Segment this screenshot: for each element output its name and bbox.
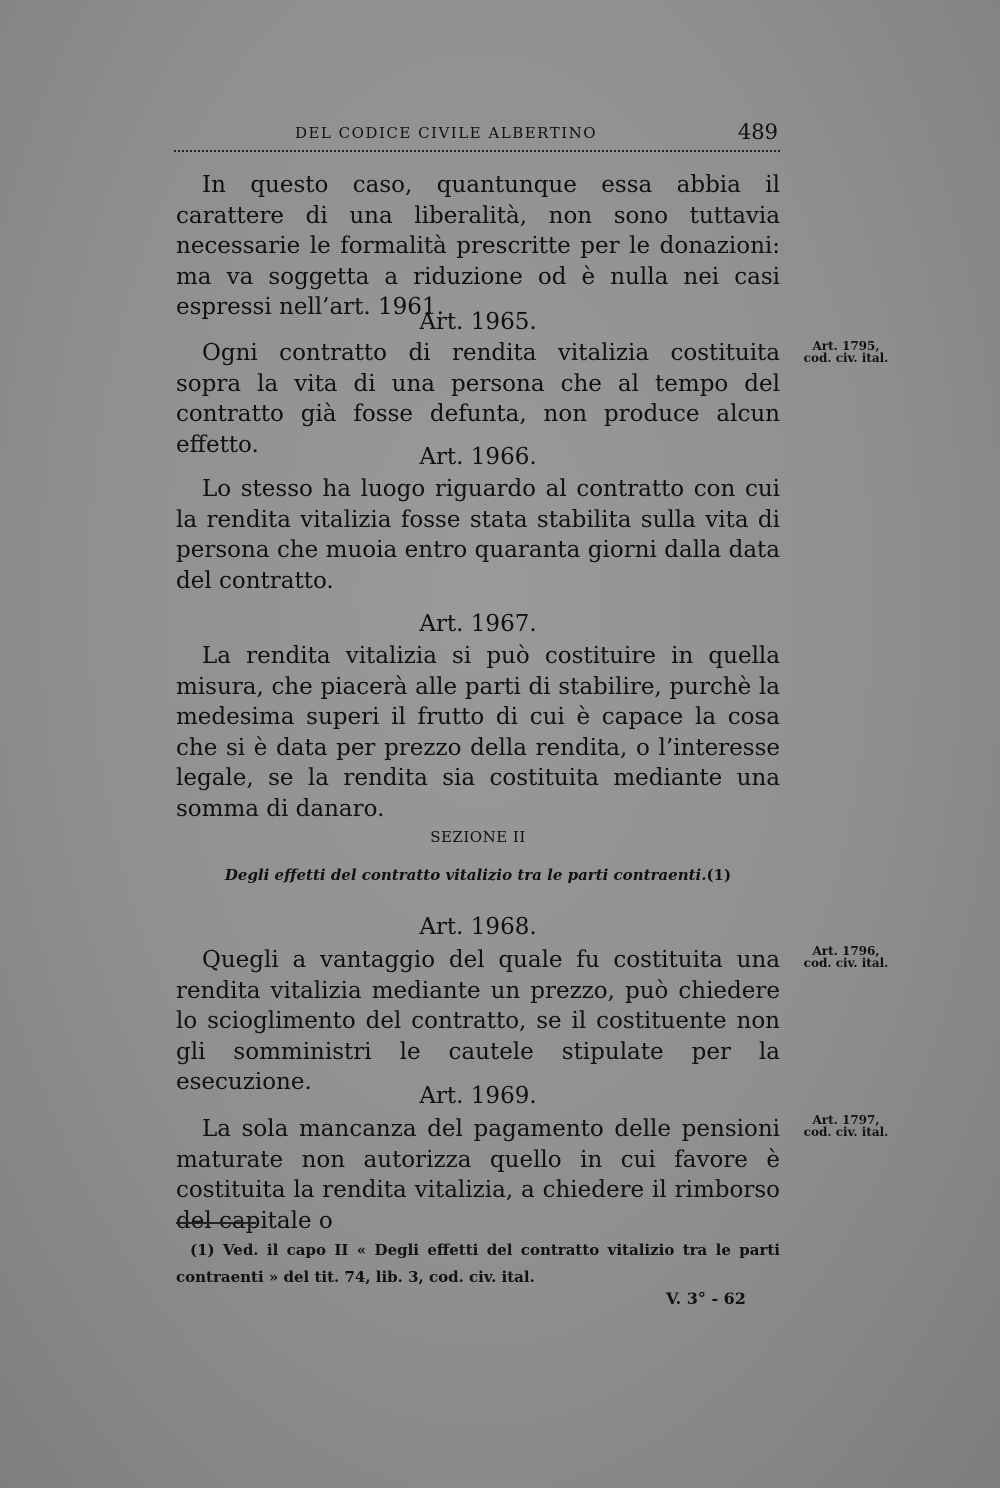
section-title: SEZIONE II [430,828,526,846]
article-text-1967: La rendita vitalizia si può costituire in quella misura, che piacerà alle parti di stabilire, purchè la medesima superi il frutto di cui è capace la cosa che si è data per prezzo della rendita, o l’interesse legale, se la rendita sia costituita mediante una somma di danaro. [176,643,780,822]
footnote-rule [176,1222,256,1224]
article-heading-1965: Art. 1965. [419,309,537,335]
margin-note-line: Art. 1795, [812,339,880,353]
article-text-1969: La sola mancanza del pagamento delle pensioni maturate non autorizza quello in cui favore è costituita la rendita vitalizia, a chiedere il rimborso del capitale o [176,1116,780,1234]
article-text-1966: Lo stesso ha luogo riguardo al contratto con cui la rendita vitalizia fosse stata stabilita sulla vita di persona che muoia entro quaranta giorni dalla data del contratto. [176,476,780,594]
article-text-1968: Quegli a vantaggio del quale fu costituita una rendita vitalizia mediante un prezzo, può chiedere lo scioglimento del contratto, se il costituente non gli somministri le cautele stipulate per la esecuzione. [176,947,780,1095]
page-number: 489 [737,120,778,144]
margin-note-line: cod. civ. ital. [803,1125,889,1139]
paragraph-continuation: In questo caso, quantunque essa abbia il carattere di una liberalità, non sono tuttavia necessarie le formalità prescritte per le donazioni: ma va soggetta a riduzione od è nulla nei casi espressi nell’art. 1961. [176,172,780,320]
margin-note-line: cod. civ. ital. [803,956,889,970]
section-subtitle [176,866,780,884]
margin-note-line: Art. 1797, [812,1113,880,1127]
footnote: (1) Ved. il capo II « Degli effetti del contratto vitalizio tra le parti contraenti » del tit. 74, lib. 3, cod. civ. ital. [176,1241,780,1286]
footnote-reference: (1) [706,866,732,884]
article-heading-1967: Art. 1967. [419,611,537,637]
margin-note-line: cod. civ. ital. [803,351,889,365]
running-title: DEL CODICE CIVILE ALBERTINO [294,124,598,142]
article-heading-1968: Art. 1968. [419,914,537,940]
margin-note-1969 [796,1114,896,1138]
margin-note-line: Art. 1796, [812,944,880,958]
printer-signature: V. 3° - 62 [666,1289,746,1308]
running-head [176,122,780,148]
article-heading-1969: Art. 1969. [419,1083,537,1109]
header-rule [174,150,780,152]
margin-note-1965 [796,340,896,364]
section-subtitle-text: Degli effetti del contratto vitalizio tra le parti contraenti. [224,866,707,884]
margin-note-1968 [796,945,896,969]
article-heading-1966: Art. 1966. [419,444,537,470]
article-text-1965: Ogni contratto di rendita vitalizia costituita sopra la vita di una persona che al tempo del contratto già fosse defunta, non produce alcun effetto. [176,340,780,458]
